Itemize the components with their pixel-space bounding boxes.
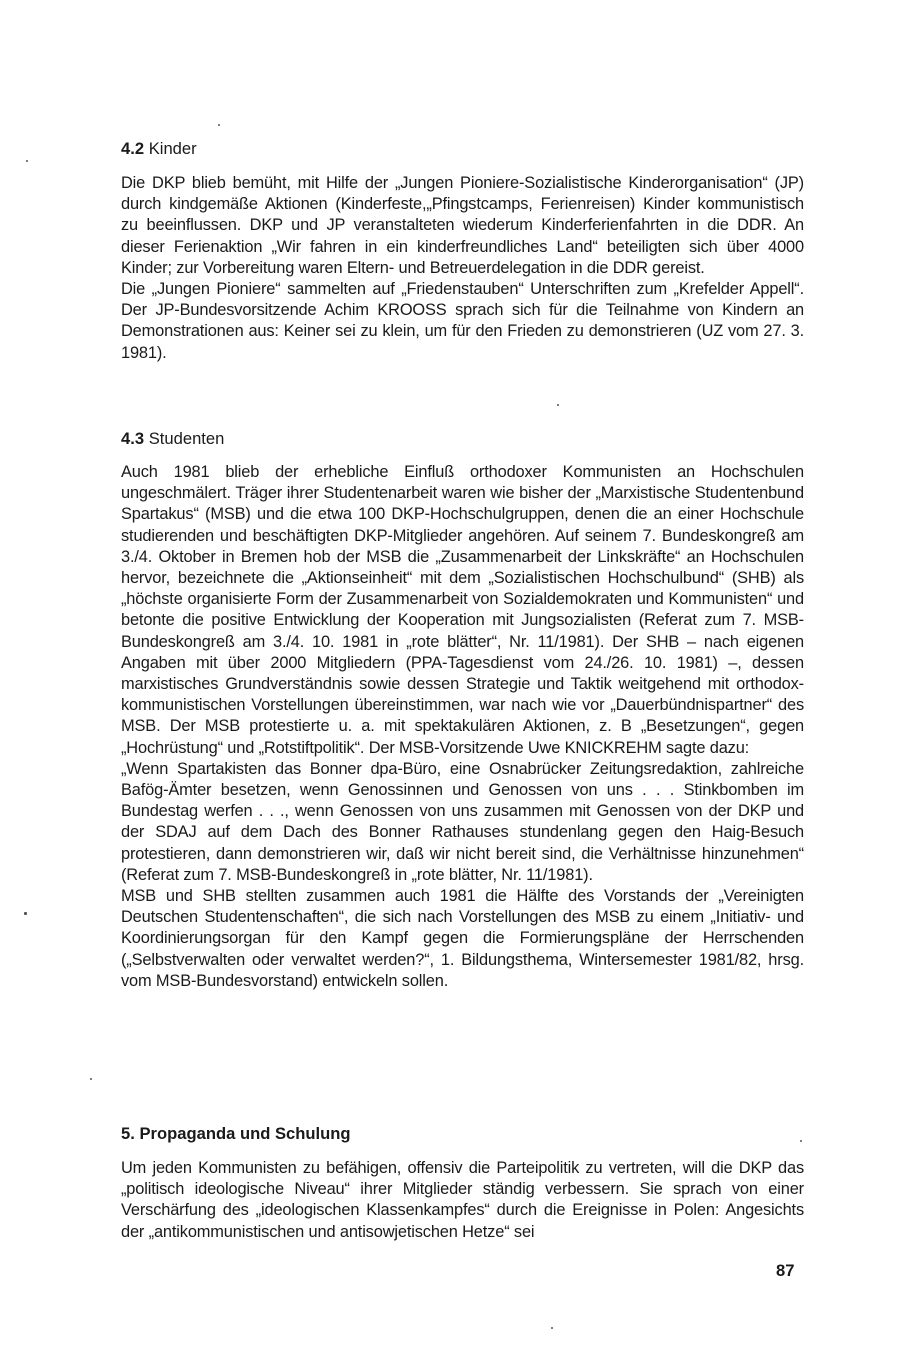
- scan-speck: [26, 160, 28, 162]
- section-number: 4.2: [121, 139, 145, 158]
- page-number: 87: [776, 1261, 795, 1280]
- section-body-kinder: [121, 173, 804, 364]
- paragraph: Auch 1981 blieb der erhebliche Einfluß orthodoxer Kommunisten an Hochschulen ungeschmälert. Träger ihrer Studentenarbeit waren wie bisher der „Marxistische Studentenbund Spartakus“ (MSB) und die etwa 100 DKP-Hochschulgruppen, denen die an einer Hochschule studierenden und beschäftigten DKP-Mitglieder angehören. Auf seinem 7. Bundeskongreß am 3./4. Oktober in Bremen hob der MSB die „Zusammenarbeit der Linkskräfte“ an Hochschulen hervor, bezeichnete die „Aktionseinheit“ mit dem „Sozialistischen Hochschulbund“ (SHB) als „höchste organisierte Form der Zusammenarbeit von Sozialdemokraten und Kommunisten“ und betonte die positive Entwicklung der Kooperation mit Jungsozialisten (Referat zum 7. MSB-Bundeskongreß am 3./4. 10. 1981 in „rote blätter“, Nr. 11/1981). Der SHB – nach eigenen Angaben mit über 2000 Mitgliedern (PPA-Tagesdienst vom 24./26. 10. 1981) –, dessen marxistisches Grundverständnis sowie dessen Strategie und Taktik weitgehend mit orthodox-kommunistischen Vorstellungen übereinstimmen, war nach wie vor „Dauerbündnispartner“ des MSB. Der MSB protestierte u. a. mit spektakulären Aktionen, z. B „Besetzungen“, gegen „Hochrüstung“ und „Rotstiftpolitik“. Der MSB-Vorsitzende Uwe KNICKREHM sagte dazu:: [121, 463, 804, 757]
- section-title: Kinder: [148, 139, 197, 158]
- paragraph: Um jeden Kommunisten zu befähigen, offensiv die Parteipolitik zu vertreten, will die DKP das „politisch ideologische Niveau“ ihrer Mitglieder ständig verbessern. Sie sprach von einer Verschärfung des „ideologischen Klassenkampfes“ durch die Ereignisse in Polen: Angesichts der „antikommunistischen und antisowjetischen Hetze“ sei: [121, 1159, 804, 1241]
- scan-speck: [800, 1140, 802, 1142]
- scan-speck: [551, 1327, 553, 1329]
- scan-speck: [557, 404, 559, 406]
- section-heading-studenten: [121, 428, 224, 449]
- section-number: 4.3: [121, 429, 145, 448]
- scan-speck: [24, 912, 27, 915]
- scan-speck: [218, 124, 220, 126]
- section-heading-kinder: [121, 138, 197, 159]
- paragraph: Die „Jungen Pioniere“ sammelten auf „Friedenstauben“ Unterschriften zum „Krefelder Appell“. Der JP-Bundesvorsitzende Achim KROOSS sprach sich für die Teilnahme von Kindern an Demonstrationen aus: Keiner sei zu klein, um für den Frieden zu demonstrieren (UZ vom 27. 3. 1981).: [121, 280, 804, 362]
- section-title: Studenten: [148, 429, 225, 448]
- section-heading-propaganda: 5. Propaganda und Schulung: [121, 1124, 351, 1143]
- paragraph: MSB und SHB stellten zusammen auch 1981 die Hälfte des Vorstands der „Vereinigten Deutschen Studentenschaften“, die sich nach Vorstellungen des MSB zu einem „Initiativ- und Koordinierungsorgan für den Kampf gegen die Formierungspläne der Herrschenden („Selbstverwalten oder verwaltet werden?“, 1. Bildungsthema, Wintersemester 1981/82, hrsg. vom MSB-Bundesvorstand) entwickeln sollen.: [121, 887, 804, 990]
- scan-speck: [90, 1078, 92, 1080]
- paragraph: „Wenn Spartakisten das Bonner dpa-Büro, eine Osnabrücker Zeitungsredaktion, zahlreiche Bafög-Ämter besetzen, wenn Genossinnen und Genossen von uns . . . Stinkbomben im Bundestag werfen . . ., wenn Genossen von uns zusammen mit Genossen von der DKP und der SDAJ auf dem Dach des Bonner Rathauses stundenlang gegen den Haig-Besuch protestieren, dann demonstrieren wir, daß wir nicht bereit sind, die Verhältnisse hinzunehmen“ (Referat zum 7. MSB-Bundeskongreß in „rote blätter, Nr. 11/1981).: [121, 759, 804, 884]
- section-body-propaganda: [121, 1158, 804, 1243]
- paragraph: Die DKP blieb bemüht, mit Hilfe der „Jungen Pioniere-Sozialistische Kinderorganisation“ (JP) durch kindgemäße Aktionen (Kinderfeste,„Pfingstcamps, Ferienreisen) Kinder kommunistisch zu beeinflussen. DKP und JP veranstalteten wiederum Kinderferienfahrten in die DDR. An dieser Ferienaktion „Wir fahren in ein kinderfreundliches Land“ beteiligten sich über 4000 Kinder; zur Vorbereitung waren Eltern- und Betreuerdelegation in die DDR gereist.: [121, 174, 804, 277]
- section-body-studenten: [121, 462, 804, 992]
